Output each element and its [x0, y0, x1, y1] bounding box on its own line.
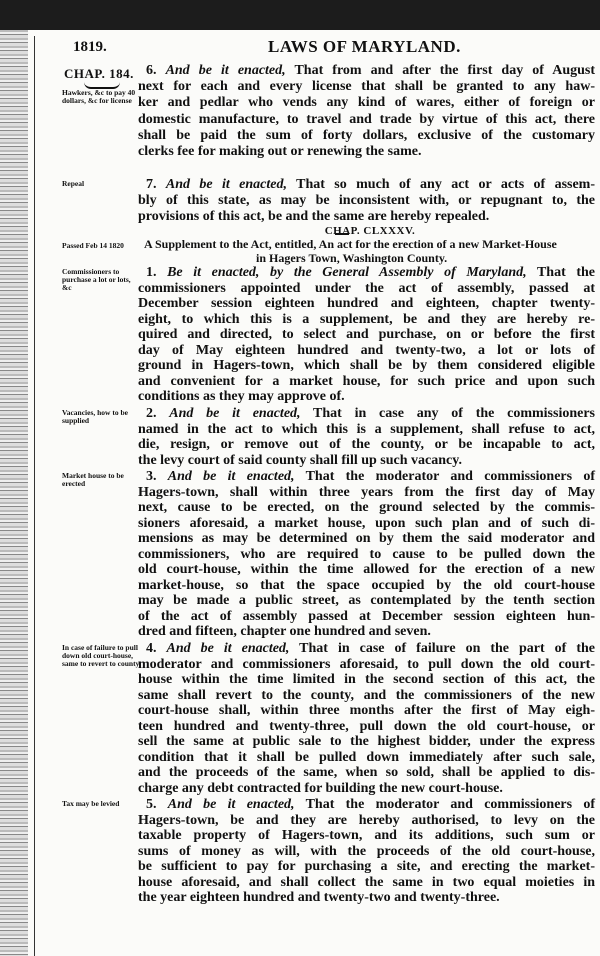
enacting-clause: And be it enacted, — [166, 641, 290, 656]
section-number: 3. — [146, 469, 168, 484]
enacting-clause: Be it enacted, by the General Assembly of Maryland, — [167, 265, 527, 280]
text-line: mensions as may be determined on by them the said moderator and — [138, 531, 595, 546]
margin-note: Tax may be levied — [62, 799, 120, 808]
text-line — [146, 406, 595, 422]
enacting-clause: And be it enacted, — [165, 177, 287, 192]
line-text: That in case any of the commissioners — [300, 406, 596, 421]
margin-note: Repeal — [62, 179, 85, 188]
text-line: condition that it shall be pulled down immediately after such sale, — [138, 749, 595, 765]
text-line — [146, 469, 595, 485]
enacting-clause: And be it enacted, — [165, 63, 286, 78]
chapter-185-heading: CHAP. CLXXXV. — [324, 225, 416, 237]
text-line — [146, 797, 595, 813]
text-line: the levy court of said county shall fill up such vacancy. — [138, 452, 462, 468]
text-line: sell the same at public sale to the highest bidder, under the express — [138, 734, 595, 749]
text-line: next, cause to be erected, on the ground selected by the commis- — [138, 500, 595, 515]
text-line — [146, 641, 595, 657]
text-line: shall be paid the sum of forty dollars, exclusive of the customary — [138, 127, 595, 143]
text-line: bly of this state, as may be inconsistent with, or repugnant to, the — [138, 193, 595, 209]
line-text: That in case of failure on the part of the — [289, 641, 595, 656]
text-line: named in the act to which this is a supplement, shall refuse to act, — [138, 421, 595, 437]
text-line: and convenient for a market house, for such price and upon such — [138, 373, 595, 389]
line-text: That so much of any act or acts of assem- — [287, 177, 596, 192]
text-line: and the proceeds of the same, when so sold, shall be applied to dis- — [138, 765, 595, 780]
text-line: sioners aforesaid, a market house, upon such plan and of such di- — [138, 515, 595, 531]
page-margin-rule — [34, 36, 35, 956]
passed-date-note: Passed Feb 14 1820 — [62, 241, 124, 250]
section-number: 7. — [146, 177, 166, 192]
text-line: quired and directed, to select and purchase, on or before the first — [138, 327, 595, 342]
text-line: conditions as they may approve of. — [138, 389, 345, 404]
section-number: 2. — [146, 406, 170, 421]
margin-note: Market house to be erected — [62, 471, 124, 488]
text-line: provisions of this act, be and the same are hereby repealed. — [138, 209, 490, 225]
enacting-clause: And be it enacted, — [167, 797, 295, 812]
text-line: eight, to which this is a supplement, be and they are hereby re- — [138, 311, 595, 327]
text-line: domestic manufacture, to travel and trade by virtue of this act, there — [138, 111, 595, 127]
text-line: Hagers-town, shall within three years from the first day of May — [138, 484, 595, 500]
page-title: LAWS OF MARYLAND. — [268, 37, 461, 56]
text-line: house within the time limited in the second section of this act, the — [138, 672, 595, 687]
text-line — [146, 177, 595, 193]
text-line: may be made a public street, as contemplated by the tenth section — [138, 593, 595, 608]
margin-note: Hawkers, &c to pay 40 dollars, &c for license — [62, 88, 136, 105]
text-line: commissioners appointed under the act of assembly, passed at — [138, 280, 595, 296]
section-number: 5. — [146, 797, 168, 812]
section-number: 6. — [146, 63, 166, 78]
line-text: That from and after the first day of August — [285, 63, 596, 78]
section-number: 1. — [146, 265, 168, 280]
chapter-title-line-1: A Supplement to the Act, entitled, An act for the erection of a new Market-House — [144, 237, 557, 251]
text-line: ground in Hagers-town, which shall be by them considered eligible — [138, 358, 595, 373]
margin-note: In case of failure to pull down old court-house, same to revert to county — [62, 643, 140, 668]
text-line: teen hundred and twenty-three, pull down the old court-house, or — [138, 718, 595, 734]
text-line: die, resign, or remove out of the county, or be incapable to act, — [138, 437, 595, 452]
text-line — [146, 63, 595, 79]
text-line: clerks fee for making out or renewing the same. — [138, 144, 422, 159]
line-text: That the moderator and commissioners of — [294, 797, 596, 812]
text-line: of the act of assembly passed at December session eighteen hun- — [138, 608, 595, 624]
text-line: moderator and commissioners aforesaid, to pull down the old court- — [138, 656, 595, 672]
enacting-clause: And be it enacted, — [167, 469, 295, 484]
text-line: be sufficient to pay for purchasing a site, and erecting the market- — [138, 859, 595, 874]
text-line: the year eighteen hundred and twenty-two and twenty-three. — [138, 890, 500, 905]
page-year: 1819. — [73, 39, 107, 55]
section-number: 4. — [146, 641, 167, 656]
scan-binding-edge — [0, 30, 28, 956]
line-text: That the moderator and commissioners of — [294, 469, 596, 484]
text-line: December session eighteen hundred and eighteen, chapter twenty- — [138, 296, 595, 311]
text-line: next for each and every license that shall be granted to any haw- — [138, 79, 595, 95]
text-line: charge any debt contracted for building the new court-house. — [138, 780, 503, 796]
text-line: dred and fifteen, chapter one hundred and seven. — [138, 624, 431, 639]
text-line: old court-house, within the time allowed for the erection of a new — [138, 562, 595, 577]
margin-note: Commissioners to purchase a lot or lots, &c — [62, 267, 131, 292]
text-line: Hagers-town, be and they are hereby authorised, to levy on the — [138, 812, 595, 828]
margin-note: Vacancies, how to be supplied — [62, 408, 128, 425]
line-text: That the — [526, 265, 595, 280]
text-line: day of May eighteen hundred and twenty-two, a lot or lots of — [138, 342, 595, 358]
text-line: taxable property of Hagers-town, and its additions, such sum or — [138, 828, 595, 843]
text-line: house aforesaid, and shall collect the same in two equal moieties in — [138, 874, 595, 890]
text-line: commissioners, who are required to cause to be pulled down the — [138, 546, 595, 562]
chapter-title-line-2: in Hagers Town, Washington County. — [256, 251, 448, 265]
chapter-184-label: CHAP. 184. — [64, 66, 134, 81]
text-line — [146, 265, 595, 281]
enacting-clause: And be it enacted, — [169, 406, 301, 421]
text-line: ker and pedlar who vends any kind of wares, either of foreign or — [138, 95, 595, 111]
text-line: court-house shall, within three months after the first of May eigh- — [138, 703, 595, 718]
text-line: sums of money as will, with the proceeds of the old court-house, — [138, 843, 595, 859]
text-line: market-house, so that the space occupied by the old court-house — [138, 577, 595, 593]
text-line: same shall revert to the county, and the commissioners of the new — [138, 687, 595, 703]
